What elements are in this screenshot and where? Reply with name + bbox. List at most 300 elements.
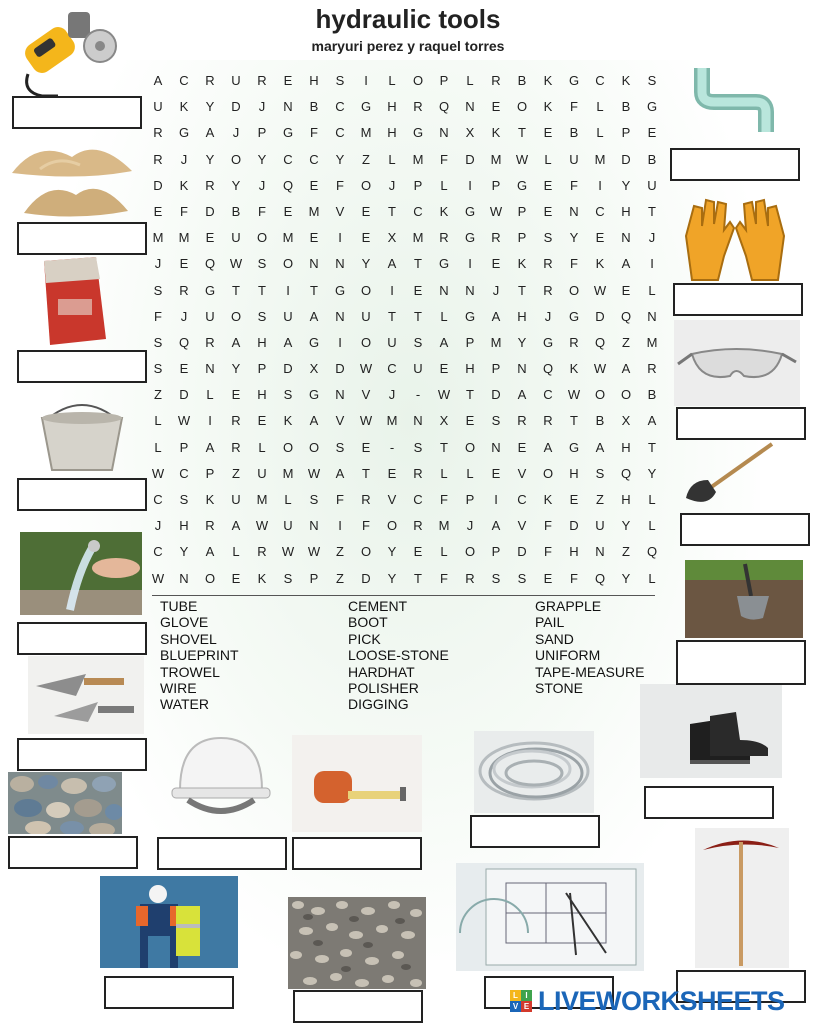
- grid-cell[interactable]: R: [647, 361, 657, 377]
- grid-cell[interactable]: W: [151, 570, 165, 586]
- grid-cell[interactable]: D: [517, 544, 527, 560]
- grid-cell[interactable]: H: [257, 387, 267, 403]
- answer-box-19[interactable]: [644, 786, 774, 819]
- grid-cell[interactable]: O: [516, 99, 528, 115]
- grid-cell[interactable]: F: [440, 492, 448, 507]
- grid-cell[interactable]: Q: [178, 334, 190, 350]
- grid-cell[interactable]: O: [360, 544, 372, 560]
- grid-cell[interactable]: A: [283, 334, 293, 350]
- grid-cell[interactable]: O: [542, 465, 554, 481]
- grid-cell[interactable]: U: [569, 151, 579, 167]
- grid-cell[interactable]: O: [464, 544, 476, 560]
- grid-cell[interactable]: M: [282, 230, 294, 246]
- grid-cell[interactable]: G: [464, 203, 476, 219]
- grid-cell[interactable]: N: [569, 203, 579, 219]
- grid-cell[interactable]: A: [335, 465, 345, 481]
- grid-cell[interactable]: R: [153, 151, 163, 167]
- grid-cell[interactable]: T: [570, 413, 578, 429]
- grid-cell[interactable]: E: [361, 203, 371, 219]
- grid-cell[interactable]: I: [390, 282, 394, 298]
- grid-cell[interactable]: E: [413, 544, 423, 560]
- grid-cell[interactable]: H: [387, 125, 397, 141]
- grid-cell[interactable]: A: [491, 308, 501, 324]
- grid-cell[interactable]: G: [412, 125, 424, 141]
- grid-cell[interactable]: W: [593, 361, 607, 377]
- grid-cell[interactable]: J: [388, 177, 396, 193]
- grid-cell[interactable]: D: [231, 99, 241, 115]
- grid-cell[interactable]: F: [180, 203, 188, 219]
- grid-cell[interactable]: S: [335, 73, 345, 88]
- grid-cell[interactable]: G: [308, 387, 320, 403]
- grid-cell[interactable]: C: [595, 73, 605, 88]
- grid-cell[interactable]: Y: [257, 151, 267, 167]
- grid-cell[interactable]: I: [338, 230, 342, 246]
- grid-cell[interactable]: R: [465, 570, 475, 586]
- grid-cell[interactable]: J: [544, 308, 552, 324]
- grid-cell[interactable]: L: [440, 177, 448, 193]
- grid-cell[interactable]: H: [569, 544, 579, 560]
- grid-cell[interactable]: L: [440, 308, 448, 324]
- grid-cell[interactable]: J: [258, 177, 266, 193]
- grid-cell[interactable]: C: [153, 544, 163, 560]
- grid-cell[interactable]: R: [153, 125, 163, 141]
- grid-cell[interactable]: R: [205, 73, 215, 88]
- grid-cell[interactable]: N: [621, 230, 631, 246]
- grid-cell[interactable]: A: [205, 439, 215, 455]
- grid-cell[interactable]: U: [257, 465, 267, 481]
- grid-cell[interactable]: P: [257, 125, 267, 141]
- grid-cell[interactable]: Z: [232, 465, 240, 481]
- grid-cell[interactable]: G: [516, 177, 528, 193]
- grid-cell[interactable]: Y: [231, 361, 241, 377]
- grid-cell[interactable]: G: [282, 125, 294, 141]
- grid-cell[interactable]: O: [360, 282, 372, 298]
- grid-cell[interactable]: B: [569, 125, 579, 141]
- grid-cell[interactable]: B: [647, 387, 657, 403]
- grid-cell[interactable]: D: [361, 570, 371, 586]
- grid-cell[interactable]: E: [491, 99, 501, 115]
- grid-cell[interactable]: N: [595, 544, 605, 560]
- grid-cell[interactable]: D: [595, 308, 605, 324]
- grid-cell[interactable]: S: [413, 439, 423, 455]
- grid-cell[interactable]: Y: [517, 334, 527, 350]
- grid-cell[interactable]: N: [439, 282, 449, 298]
- grid-cell[interactable]: T: [232, 282, 240, 298]
- grid-cell[interactable]: H: [517, 308, 527, 324]
- grid-cell[interactable]: E: [465, 413, 475, 429]
- grid-cell[interactable]: D: [491, 387, 501, 403]
- grid-cell[interactable]: F: [570, 256, 578, 272]
- grid-cell[interactable]: G: [308, 334, 320, 350]
- grid-cell[interactable]: M: [308, 203, 320, 219]
- grid-cell[interactable]: Y: [621, 518, 631, 534]
- grid-cell[interactable]: G: [542, 334, 554, 350]
- grid-cell[interactable]: W: [177, 413, 191, 429]
- grid-cell[interactable]: T: [518, 282, 526, 298]
- grid-cell[interactable]: U: [231, 230, 241, 246]
- grid-cell[interactable]: D: [205, 203, 215, 219]
- grid-cell[interactable]: R: [257, 73, 267, 88]
- grid-cell[interactable]: F: [154, 308, 162, 324]
- grid-cell[interactable]: A: [231, 518, 241, 534]
- grid-cell[interactable]: F: [336, 492, 344, 507]
- grid-cell[interactable]: M: [594, 151, 606, 167]
- grid-cell[interactable]: K: [179, 99, 189, 115]
- grid-cell[interactable]: C: [153, 492, 163, 507]
- grid-cell[interactable]: K: [205, 492, 215, 507]
- grid-cell[interactable]: J: [154, 518, 162, 534]
- grid-cell[interactable]: O: [308, 439, 320, 455]
- grid-cell[interactable]: W: [255, 518, 269, 534]
- grid-cell[interactable]: K: [595, 256, 605, 272]
- grid-cell[interactable]: K: [439, 203, 449, 219]
- grid-cell[interactable]: R: [361, 492, 371, 507]
- grid-cell[interactable]: K: [179, 177, 189, 193]
- grid-cell[interactable]: N: [335, 387, 345, 403]
- grid-cell[interactable]: O: [282, 256, 294, 272]
- grid-cell[interactable]: X: [465, 125, 475, 141]
- grid-cell[interactable]: R: [543, 256, 553, 272]
- grid-cell[interactable]: E: [309, 230, 319, 246]
- grid-cell[interactable]: Q: [204, 256, 216, 272]
- grid-cell[interactable]: N: [491, 439, 501, 455]
- grid-cell[interactable]: F: [570, 99, 578, 115]
- grid-cell[interactable]: R: [491, 73, 501, 88]
- grid-cell[interactable]: O: [412, 73, 424, 88]
- grid-cell[interactable]: F: [544, 518, 552, 534]
- grid-cell[interactable]: E: [309, 177, 319, 193]
- grid-cell[interactable]: B: [231, 203, 241, 219]
- grid-cell[interactable]: R: [543, 413, 553, 429]
- answer-box-17[interactable]: [680, 513, 810, 546]
- grid-cell[interactable]: O: [620, 387, 632, 403]
- grid-cell[interactable]: O: [568, 282, 580, 298]
- grid-cell[interactable]: U: [647, 177, 657, 193]
- grid-cell[interactable]: Z: [596, 492, 604, 507]
- grid-cell[interactable]: E: [387, 465, 397, 481]
- grid-cell[interactable]: K: [543, 73, 553, 88]
- grid-cell[interactable]: H: [309, 73, 319, 88]
- grid-cell[interactable]: E: [361, 230, 371, 246]
- grid-cell[interactable]: W: [151, 465, 165, 481]
- grid-cell[interactable]: U: [361, 308, 371, 324]
- grid-cell[interactable]: P: [491, 544, 501, 560]
- grid-cell[interactable]: M: [412, 151, 424, 167]
- grid-cell[interactable]: W: [307, 465, 321, 481]
- grid-cell[interactable]: E: [205, 230, 215, 246]
- grid-cell[interactable]: T: [258, 282, 266, 298]
- grid-cell[interactable]: A: [621, 256, 631, 272]
- grid-cell[interactable]: P: [465, 334, 475, 350]
- grid-cell[interactable]: H: [387, 99, 397, 115]
- grid-cell[interactable]: Y: [205, 151, 215, 167]
- grid-cell[interactable]: X: [387, 230, 397, 246]
- grid-cell[interactable]: W: [489, 203, 503, 219]
- grid-cell[interactable]: O: [230, 308, 242, 324]
- answer-box-7[interactable]: [8, 836, 138, 869]
- grid-cell[interactable]: G: [568, 73, 580, 88]
- grid-cell[interactable]: O: [594, 387, 606, 403]
- grid-cell[interactable]: K: [491, 125, 501, 141]
- grid-cell[interactable]: A: [309, 413, 319, 429]
- grid-cell[interactable]: W: [307, 544, 321, 560]
- grid-cell[interactable]: C: [283, 151, 293, 167]
- grid-cell[interactable]: H: [465, 361, 475, 377]
- grid-cell[interactable]: T: [362, 465, 370, 481]
- grid-cell[interactable]: A: [517, 387, 527, 403]
- grid-cell[interactable]: H: [621, 439, 631, 455]
- grid-cell[interactable]: K: [517, 256, 527, 272]
- grid-cell[interactable]: Q: [620, 465, 632, 481]
- grid-cell[interactable]: A: [231, 334, 241, 350]
- grid-cell[interactable]: N: [465, 282, 475, 298]
- answer-box-2[interactable]: [17, 222, 147, 255]
- grid-cell[interactable]: U: [205, 308, 215, 324]
- grid-cell[interactable]: W: [593, 282, 607, 298]
- answer-box-6[interactable]: [17, 738, 147, 771]
- grid-cell[interactable]: M: [438, 518, 450, 534]
- answer-box-9[interactable]: [292, 837, 422, 870]
- grid-cell[interactable]: P: [517, 203, 527, 219]
- grid-cell[interactable]: G: [360, 99, 372, 115]
- grid-cell[interactable]: S: [283, 570, 293, 586]
- grid-cell[interactable]: E: [543, 203, 553, 219]
- grid-cell[interactable]: F: [336, 177, 344, 193]
- grid-cell[interactable]: O: [204, 570, 216, 586]
- grid-cell[interactable]: H: [179, 518, 189, 534]
- grid-cell[interactable]: A: [595, 439, 605, 455]
- grid-cell[interactable]: N: [309, 256, 319, 272]
- grid-cell[interactable]: S: [595, 465, 605, 481]
- grid-cell[interactable]: N: [335, 256, 345, 272]
- grid-cell[interactable]: G: [568, 308, 580, 324]
- grid-cell[interactable]: H: [257, 334, 267, 350]
- grid-cell[interactable]: E: [153, 203, 163, 219]
- grid-cell[interactable]: L: [154, 413, 162, 429]
- grid-cell[interactable]: D: [153, 177, 163, 193]
- grid-cell[interactable]: M: [646, 334, 658, 350]
- answer-box-5[interactable]: [17, 622, 147, 655]
- grid-cell[interactable]: Y: [205, 99, 215, 115]
- grid-cell[interactable]: P: [491, 177, 501, 193]
- grid-cell[interactable]: P: [205, 465, 215, 481]
- grid-cell[interactable]: E: [231, 570, 241, 586]
- grid-cell[interactable]: O: [386, 518, 398, 534]
- grid-cell[interactable]: B: [517, 73, 527, 88]
- grid-cell[interactable]: M: [490, 151, 502, 167]
- grid-cell[interactable]: N: [205, 361, 215, 377]
- grid-cell[interactable]: E: [647, 125, 657, 141]
- grid-cell[interactable]: N: [465, 99, 475, 115]
- grid-cell[interactable]: L: [440, 544, 448, 560]
- grid-cell[interactable]: N: [413, 413, 423, 429]
- grid-cell[interactable]: R: [439, 230, 449, 246]
- grid-cell[interactable]: Y: [179, 544, 189, 560]
- grid-cell[interactable]: G: [464, 308, 476, 324]
- grid-cell[interactable]: I: [598, 177, 602, 193]
- grid-cell[interactable]: L: [232, 544, 240, 560]
- grid-cell[interactable]: I: [208, 413, 212, 429]
- grid-cell[interactable]: W: [567, 387, 581, 403]
- grid-cell[interactable]: Q: [542, 361, 554, 377]
- grid-cell[interactable]: C: [543, 387, 553, 403]
- grid-cell[interactable]: N: [335, 308, 345, 324]
- grid-cell[interactable]: R: [231, 413, 241, 429]
- grid-cell[interactable]: T: [310, 282, 318, 298]
- grid-cell[interactable]: C: [335, 99, 345, 115]
- grid-cell[interactable]: R: [413, 465, 423, 481]
- grid-cell[interactable]: M: [256, 492, 268, 507]
- grid-cell[interactable]: J: [154, 256, 162, 272]
- grid-cell[interactable]: F: [362, 518, 370, 534]
- grid-cell[interactable]: N: [309, 518, 319, 534]
- grid-cell[interactable]: K: [283, 413, 293, 429]
- grid-cell[interactable]: D: [621, 151, 631, 167]
- grid-cell[interactable]: E: [595, 230, 605, 246]
- grid-cell[interactable]: Q: [438, 99, 450, 115]
- grid-cell[interactable]: A: [491, 518, 501, 534]
- grid-cell[interactable]: P: [439, 73, 449, 88]
- grid-cell[interactable]: N: [517, 361, 527, 377]
- grid-cell[interactable]: Y: [335, 151, 345, 167]
- grid-cell[interactable]: I: [650, 256, 654, 272]
- grid-cell[interactable]: T: [518, 125, 526, 141]
- grid-cell[interactable]: E: [491, 465, 501, 481]
- grid-cell[interactable]: Y: [621, 570, 631, 586]
- grid-cell[interactable]: T: [466, 387, 474, 403]
- grid-cell[interactable]: D: [335, 361, 345, 377]
- grid-cell[interactable]: O: [282, 439, 294, 455]
- answer-box-1[interactable]: [12, 96, 142, 129]
- grid-cell[interactable]: G: [178, 125, 190, 141]
- grid-cell[interactable]: C: [335, 125, 345, 141]
- grid-cell[interactable]: O: [256, 230, 268, 246]
- grid-cell[interactable]: U: [595, 518, 605, 534]
- grid-cell[interactable]: R: [205, 518, 215, 534]
- grid-cell[interactable]: R: [179, 282, 189, 298]
- grid-cell[interactable]: U: [387, 334, 397, 350]
- grid-cell[interactable]: D: [465, 151, 475, 167]
- grid-cell[interactable]: K: [621, 73, 631, 88]
- grid-cell[interactable]: Q: [594, 570, 606, 586]
- grid-cell[interactable]: M: [152, 230, 164, 246]
- grid-cell[interactable]: V: [361, 387, 371, 403]
- grid-cell[interactable]: L: [648, 492, 656, 507]
- grid-cell[interactable]: L: [648, 570, 656, 586]
- grid-cell[interactable]: D: [179, 387, 189, 403]
- grid-cell[interactable]: I: [468, 177, 472, 193]
- grid-cell[interactable]: P: [517, 230, 527, 246]
- answer-box-10[interactable]: [470, 815, 600, 848]
- grid-cell[interactable]: C: [413, 203, 423, 219]
- grid-cell[interactable]: Y: [647, 465, 657, 481]
- grid-cell[interactable]: J: [232, 125, 240, 141]
- grid-cell[interactable]: U: [413, 361, 423, 377]
- grid-cell[interactable]: S: [153, 361, 163, 377]
- grid-cell[interactable]: J: [180, 308, 188, 324]
- grid-cell[interactable]: G: [464, 230, 476, 246]
- grid-cell[interactable]: Z: [622, 334, 630, 350]
- grid-cell[interactable]: R: [205, 334, 215, 350]
- grid-cell[interactable]: E: [361, 439, 371, 455]
- grid-cell[interactable]: I: [364, 73, 368, 88]
- grid-cell[interactable]: I: [338, 518, 342, 534]
- grid-cell[interactable]: L: [154, 439, 162, 455]
- grid-cell[interactable]: E: [569, 492, 579, 507]
- grid-cell[interactable]: Y: [621, 177, 631, 193]
- grid-cell[interactable]: U: [231, 73, 241, 88]
- grid-cell[interactable]: T: [388, 203, 396, 219]
- grid-cell[interactable]: S: [647, 73, 657, 88]
- grid-cell[interactable]: Y: [569, 230, 579, 246]
- grid-cell[interactable]: E: [491, 256, 501, 272]
- grid-cell[interactable]: E: [179, 361, 189, 377]
- grid-cell[interactable]: F: [310, 125, 318, 141]
- grid-cell[interactable]: J: [466, 518, 474, 534]
- grid-cell[interactable]: O: [360, 177, 372, 193]
- grid-cell[interactable]: R: [569, 334, 579, 350]
- grid-cell[interactable]: S: [179, 492, 189, 507]
- grid-cell[interactable]: U: [283, 308, 293, 324]
- grid-cell[interactable]: A: [647, 413, 657, 429]
- grid-cell[interactable]: T: [388, 308, 396, 324]
- grid-cell[interactable]: E: [231, 387, 241, 403]
- grid-cell[interactable]: E: [179, 256, 189, 272]
- grid-cell[interactable]: G: [438, 256, 450, 272]
- grid-cell[interactable]: S: [491, 570, 501, 586]
- grid-cell[interactable]: A: [205, 544, 215, 560]
- grid-cell[interactable]: G: [334, 282, 346, 298]
- grid-cell[interactable]: E: [439, 361, 449, 377]
- grid-cell[interactable]: E: [543, 125, 553, 141]
- grid-cell[interactable]: R: [543, 282, 553, 298]
- answer-box-15[interactable]: [673, 283, 803, 316]
- grid-cell[interactable]: D: [569, 518, 579, 534]
- grid-cell[interactable]: I: [494, 492, 498, 507]
- grid-cell[interactable]: S: [283, 387, 293, 403]
- grid-cell[interactable]: H: [621, 492, 631, 507]
- grid-cell[interactable]: W: [281, 544, 295, 560]
- grid-cell[interactable]: C: [595, 203, 605, 219]
- grid-cell[interactable]: Z: [622, 544, 630, 560]
- grid-cell[interactable]: L: [466, 73, 474, 88]
- grid-cell[interactable]: R: [517, 413, 527, 429]
- grid-cell[interactable]: C: [179, 73, 189, 88]
- grid-cell[interactable]: Z: [154, 387, 162, 403]
- grid-cell[interactable]: N: [647, 308, 657, 324]
- grid-cell[interactable]: J: [492, 282, 500, 298]
- grid-cell[interactable]: C: [517, 492, 527, 507]
- grid-cell[interactable]: E: [543, 570, 553, 586]
- grid-cell[interactable]: L: [466, 465, 474, 481]
- grid-cell[interactable]: Q: [620, 308, 632, 324]
- grid-cell[interactable]: J: [180, 151, 188, 167]
- grid-cell[interactable]: L: [440, 465, 448, 481]
- grid-cell[interactable]: S: [517, 570, 527, 586]
- grid-cell[interactable]: F: [570, 177, 578, 193]
- grid-cell[interactable]: B: [309, 99, 319, 115]
- grid-cell[interactable]: B: [647, 151, 657, 167]
- grid-cell[interactable]: X: [439, 413, 449, 429]
- grid-cell[interactable]: Y: [387, 544, 397, 560]
- grid-cell[interactable]: S: [153, 282, 163, 298]
- grid-cell[interactable]: K: [257, 570, 267, 586]
- grid-cell[interactable]: F: [544, 544, 552, 560]
- grid-cell[interactable]: C: [387, 361, 397, 377]
- grid-cell[interactable]: A: [205, 125, 215, 141]
- answer-box-8[interactable]: [157, 837, 287, 870]
- grid-cell[interactable]: F: [440, 570, 448, 586]
